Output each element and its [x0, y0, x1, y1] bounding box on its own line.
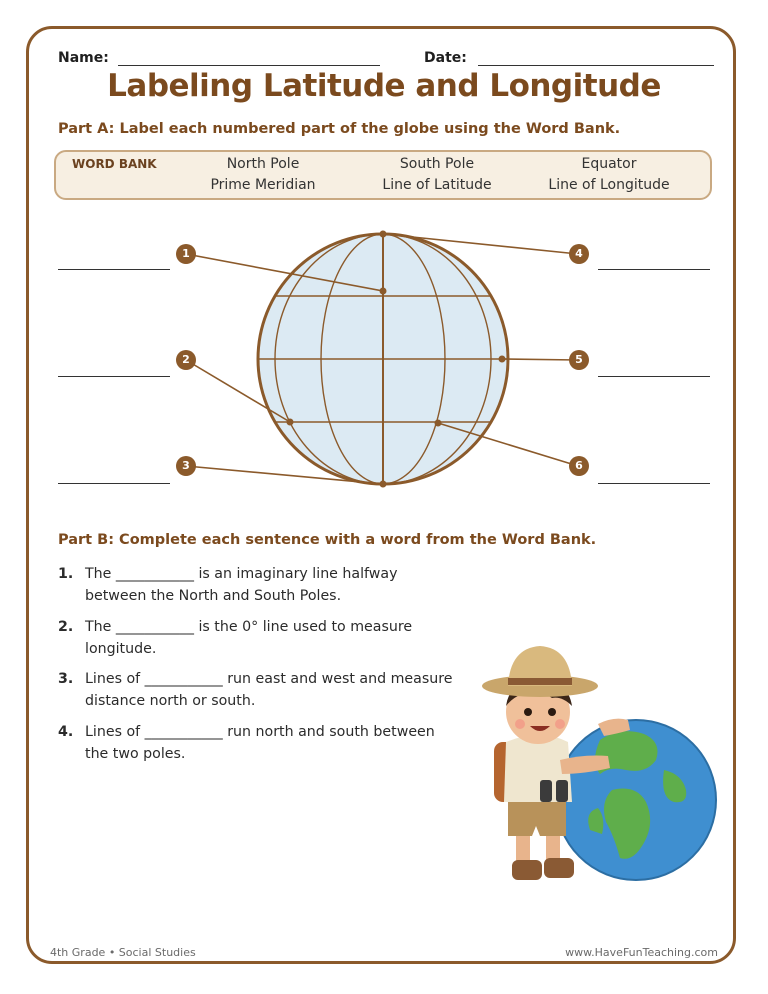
- sentence-text: Lines of ___________ run north and south between the two poles.: [85, 724, 435, 762]
- footer-grade-subject: 4th Grade • Social Studies: [50, 946, 196, 959]
- date-label: Date:: [424, 50, 467, 66]
- point-2: [287, 419, 294, 426]
- name-label: Name:: [58, 50, 109, 66]
- sentence-text: Lines of ___________ run east and west and measure distance north or south.: [85, 671, 453, 709]
- shorts: [508, 800, 566, 836]
- page-title: Labeling Latitude and Longitude: [107, 68, 661, 104]
- sentence-text: The ___________ is the 0° line used to measure longitude.: [85, 619, 413, 657]
- word-south-pole: South Pole: [399, 156, 475, 172]
- sentence-text: The ___________ is an imaginary line halfway between the North and South Poles.: [85, 566, 398, 604]
- point-north-pole: [380, 231, 387, 238]
- word-line-of-longitude: Line of Longitude: [548, 177, 670, 193]
- marker-3: 3: [176, 456, 196, 476]
- explorer-illustration: [482, 646, 716, 880]
- eye-right: [548, 708, 556, 716]
- sentence-2: [58, 617, 458, 660]
- marker-2: 2: [176, 350, 196, 370]
- cheek-left: [515, 719, 525, 729]
- word-bank-label: WORD BANK: [72, 157, 157, 171]
- point-5: [499, 356, 506, 363]
- sentence-number: 3.: [58, 671, 74, 687]
- boot-right: [544, 858, 574, 878]
- sentence-number: 4.: [58, 724, 74, 740]
- sentence-number: 1.: [58, 566, 74, 582]
- answer-line-2[interactable]: [58, 376, 170, 377]
- point-6: [435, 420, 442, 427]
- point-south-pole: [380, 481, 387, 488]
- sentence-number: 2.: [58, 619, 74, 635]
- word-equator: Equator: [581, 156, 637, 172]
- answer-line-5[interactable]: [598, 376, 710, 377]
- part-a-heading: Part A: Label each numbered part of the globe using the Word Bank.: [58, 121, 621, 137]
- marker-1: 1: [176, 244, 196, 264]
- cheek-right: [555, 719, 565, 729]
- sentence-4: [58, 722, 458, 765]
- part-b-heading: Part B: Complete each sentence with a word from the Word Bank.: [58, 532, 597, 548]
- sentence-3: [58, 669, 458, 712]
- eye-left: [524, 708, 532, 716]
- binoculars-left: [540, 780, 552, 802]
- marker-5: 5: [569, 350, 589, 370]
- word-line-of-latitude: Line of Latitude: [382, 177, 492, 193]
- word-north-pole: North Pole: [226, 156, 300, 172]
- sentence-1: [58, 564, 458, 607]
- marker-4: 4: [569, 244, 589, 264]
- answer-line-1[interactable]: [58, 269, 170, 270]
- hat-band: [508, 678, 572, 685]
- answer-line-3[interactable]: [58, 483, 170, 484]
- footer-website: www.HaveFunTeaching.com: [565, 946, 718, 959]
- answer-line-4[interactable]: [598, 269, 710, 270]
- word-prime-meridian: Prime Meridian: [210, 177, 316, 193]
- boot-left: [512, 860, 542, 880]
- answer-line-6[interactable]: [598, 483, 710, 484]
- marker-6: 6: [569, 456, 589, 476]
- leader-line-5: [502, 359, 578, 360]
- binoculars-right: [556, 780, 568, 802]
- point-1: [380, 288, 387, 295]
